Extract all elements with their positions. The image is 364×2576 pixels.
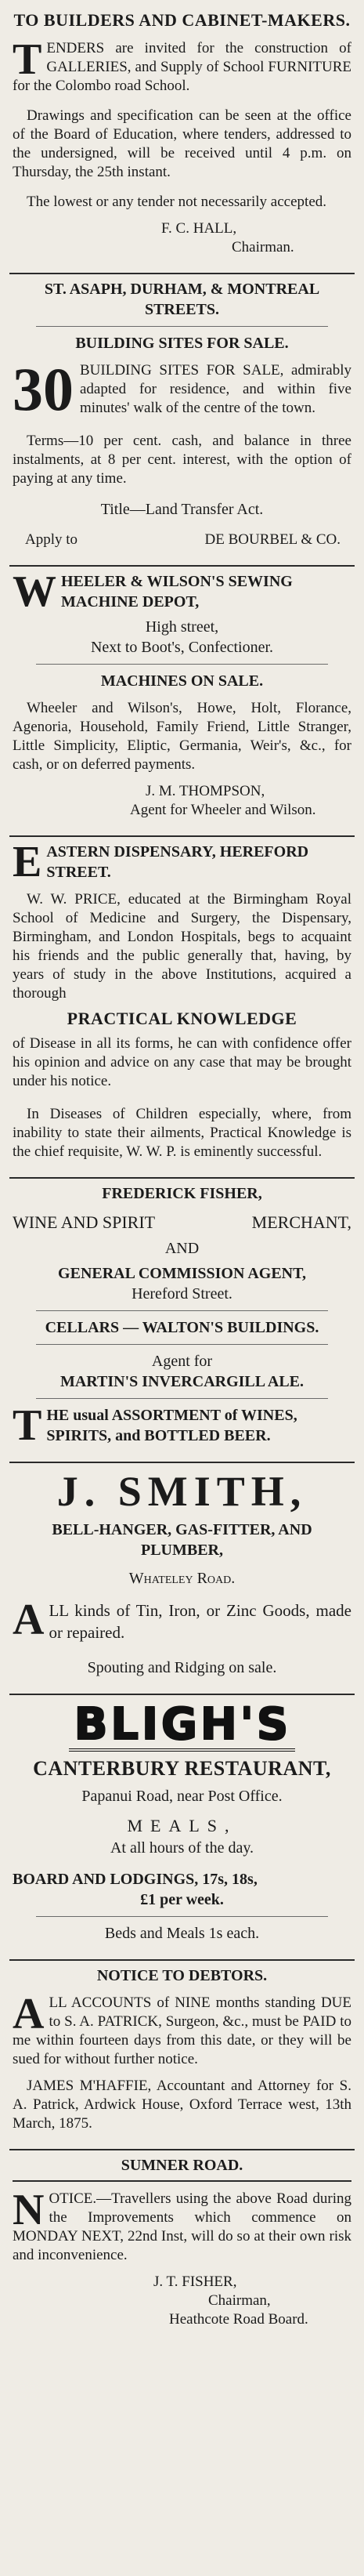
advert-body: ALL kinds of Tin, Iron, or Zinc Goods, made or repaired. — [13, 1596, 351, 1644]
advert-heading: CANTERBURY RESTAURANT, — [33, 1757, 331, 1780]
signature-title: Agent for Wheeler and Wilson. — [130, 802, 316, 818]
drop-cap: E — [13, 838, 42, 886]
divider — [36, 1310, 328, 1311]
signature-title: Chairman, — [208, 2292, 271, 2309]
advert-wine-merchant — [9, 1179, 355, 1457]
advert-debtors-notice — [9, 1961, 355, 2144]
drop-cap: N — [13, 2186, 45, 2234]
advert-heading: FREDERICK FISHER, — [102, 1185, 262, 1202]
drop-cap: T — [13, 35, 42, 84]
advert-line: GENERAL COMMISSION AGENT, — [58, 1265, 306, 1282]
advert-body: THE usual ASSORTMENT of WINES, SPIRITS, and BOTTLED BEER. — [13, 1401, 297, 1450]
advert-body: TENDERS are invited for the construction of GALLERIES, and Supply of School FURNITURE for the Colombo road School. — [13, 35, 351, 94]
advert-heading: ST. ASAPH, DURHAM, & MONTREAL STREETS. — [44, 281, 320, 318]
divider — [36, 1916, 328, 1917]
advert-line: Whateley Road. — [128, 1570, 236, 1587]
advert-line: MEALS, — [127, 1816, 237, 1835]
advert-heading: TO BUILDERS AND CABINET-MAKERS. — [13, 10, 351, 30]
advert-subheading: PRACTICAL KNOWLEDGE — [67, 1009, 297, 1028]
divider — [36, 1344, 328, 1345]
advert-line: Agent for — [151, 1353, 213, 1370]
advert-heading: NOTICE TO DEBTORS. — [96, 1967, 268, 1984]
advert-line: At all hours of the day. — [110, 1839, 254, 1857]
advert-line: Beds and Meals 1s each. — [104, 1925, 260, 1942]
divider — [36, 1398, 328, 1399]
advert-smith — [9, 1463, 355, 1689]
advert-body: Wheeler and Wilson's, Howe, Holt, Florance, Agenoria, Household, Family Friend, Little Stranger, Little Simplicity, Eliptic, Germania, Weir's, &c., for cash, or on deferred payments. — [13, 700, 351, 773]
advert-body: Terms—10 per cent. cash, and balance in three instalments, at 8 per cent. interest, with the option of paying at any time. — [13, 433, 351, 487]
drop-cap: A — [13, 1596, 45, 1644]
advert-line: MARTIN'S INVERCARGILL ALE. — [59, 1373, 305, 1390]
advert-body: W. W. PRICE, educated at the Birmingham Royal School of Medicine and Surgery, the Dispensary, Birmingham, and London Hospitals, begs to acquaint his friends and the public generally that, having, by years of study in the above Institutions, acquired a thorough — [13, 891, 351, 1002]
advert-subheading: MACHINES ON SALE. — [100, 672, 264, 690]
divider — [36, 326, 328, 327]
advert-body: The lowest or any tender not necessarily accepted. — [27, 194, 327, 210]
advert-line: Papanui Road, near Post Office. — [81, 1788, 283, 1805]
advert-heading: WHEELER & WILSON'S SEWING MACHINE DEPOT, — [13, 567, 293, 616]
restaurant-logo: BLIGH'S — [13, 1700, 351, 1752]
advert-line: Spouting and Ridging on sale. — [87, 1659, 277, 1676]
advert-dispensary — [9, 837, 355, 1172]
advert-heading: EASTERN DISPENSARY, HEREFORD STREET. — [13, 838, 309, 886]
advert-line: BELL-HANGER, GAS-FITTER, AND PLUMBER, — [52, 1521, 312, 1559]
advert-line: Next to Boot's, Confectioner. — [90, 639, 274, 656]
signature-name: J. M. THOMPSON, — [146, 783, 265, 799]
advert-restaurant — [9, 1695, 355, 1955]
advert-heading: SUMNER ROAD. — [121, 2157, 243, 2174]
advert-line: Hereford Street. — [132, 1285, 232, 1302]
advert-subheading: BUILDING SITES FOR SALE. — [75, 335, 289, 352]
signature-name: J. T. FISHER, — [153, 2273, 237, 2290]
advert-line: AND — [164, 1240, 200, 1257]
advert-line: BOARD AND LODGINGS, 17s, 18s, — [13, 1871, 258, 1888]
signature-name: F. C. HALL, — [161, 220, 237, 237]
advert-line: WINE AND SPIRIT MERCHANT, — [13, 1212, 351, 1232]
advert-sewing-machines — [9, 567, 355, 831]
advert-heading: J. SMITH, — [56, 1468, 308, 1515]
divider — [36, 664, 328, 665]
advert-body: NOTICE.—Travellers using the above Road during the Improvements which commence on MONDAY NEXT, 22nd Inst, will do so at their own risk and inconvenience. — [13, 2186, 351, 2263]
drop-cap: W — [13, 567, 56, 616]
advert-building-sites — [9, 274, 355, 560]
drop-cap: T — [13, 1401, 42, 1450]
advert-builders — [9, 5, 355, 268]
advert-body: of Disease in all its forms, he can with confidence offer his opinion and advice on any case that may be brought under his notice. — [13, 1035, 351, 1089]
advert-line: Title—Land Transfer Act. — [100, 501, 264, 518]
advert-body: In Diseases of Children especially, where, from inability to state their ailments, Practical Knowledge is the chief requisite, W. W. P. is eminently successful. — [13, 1106, 351, 1160]
advert-body: ALL ACCOUNTS of NINE months standing DUE to S. A. PATRICK, Surgeon, &c., must be PAID to me within fourteen days from this date, or they will be sued for without further notice. — [13, 1990, 351, 2067]
advert-line: CELLARS — WALTON'S BUILDINGS. — [45, 1319, 319, 1336]
signature-board: Heathcote Road Board. — [169, 2311, 308, 2328]
drop-cap: 30 — [13, 355, 74, 423]
drop-cap: A — [13, 1990, 45, 2038]
advert-line: Apply to DE BOURBEL & CO. — [25, 531, 341, 548]
advert-line: High street, — [145, 618, 219, 636]
divider — [13, 2180, 351, 2182]
advert-body: Drawings and specification can be seen at the office of the Board of Education, where tenders, addressed to the undersigned, will be received until 4 p.m. on Thursday, the 25th instant. — [13, 107, 351, 180]
signature-title: Chairman. — [232, 239, 294, 255]
advert-body: JAMES M'HAFFIE, Accountant and Attorney for S. A. Patrick, Ardwick House, Oxford Terrace west, 13th March, 1875. — [13, 2078, 351, 2132]
advert-body: 30 BUILDING SITES FOR SALE, admirably adapted for residence, and within five minutes' walk of the centre of the town. — [13, 355, 351, 423]
advert-line: £1 per week. — [140, 1891, 224, 1908]
advert-sumner-road — [9, 2150, 355, 2340]
